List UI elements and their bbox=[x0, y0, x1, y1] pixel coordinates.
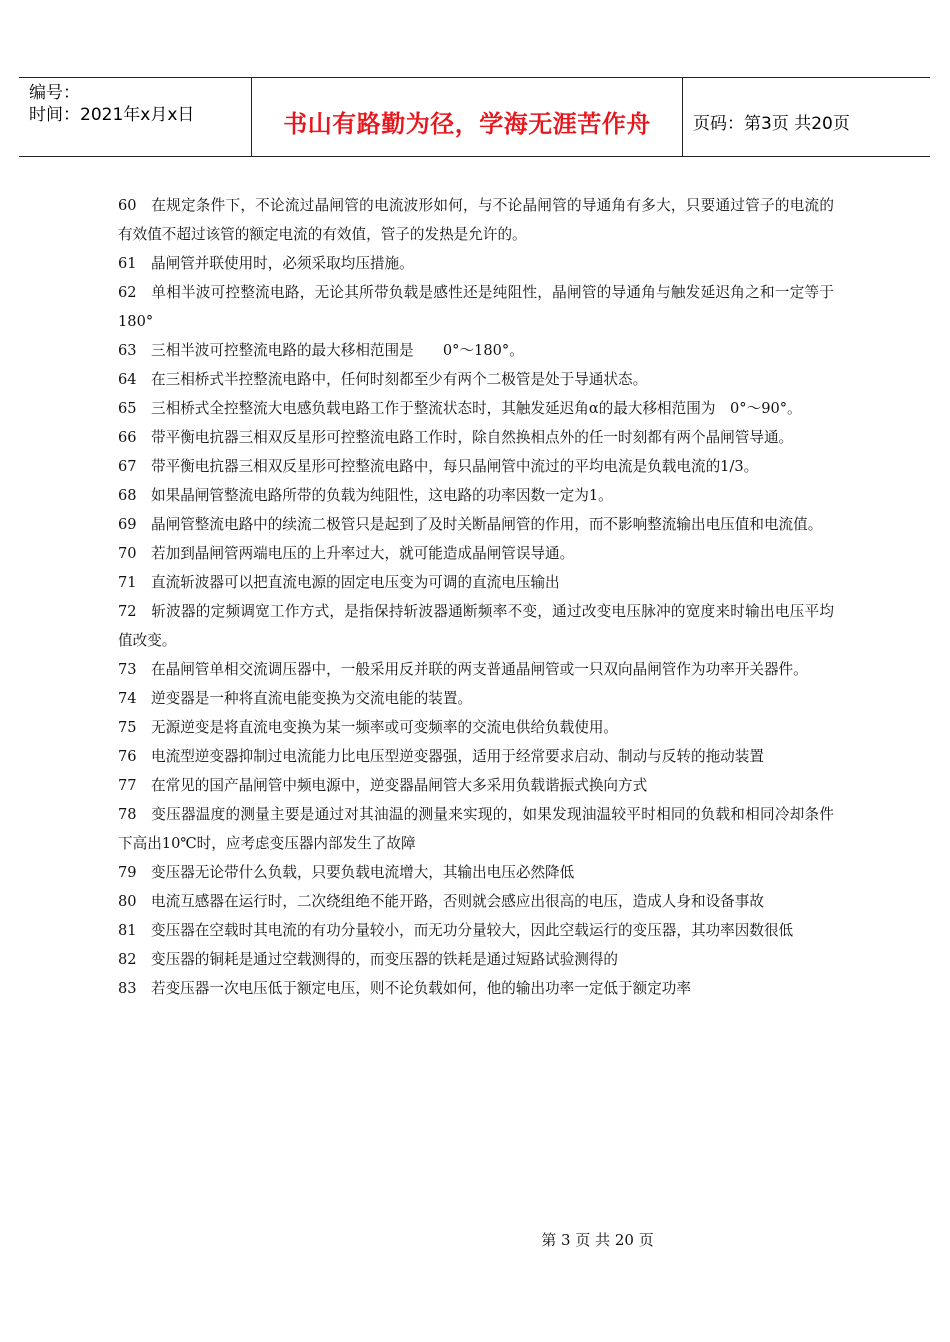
item-number: 61 bbox=[118, 255, 137, 272]
item-text: 斩波器的定频调宽工作方式，是指保持斩波器通断频率不变，通过改变电压脉冲的宽度来时输出电压平均值改变。 bbox=[118, 603, 834, 649]
item-number: 63 bbox=[118, 342, 137, 359]
item-text: 变压器无论带什么负载，只要负载电流增大，其输出电压必然降低 bbox=[151, 864, 575, 881]
item-text: 在晶闸管单相交流调压器中，一般采用反并联的两支普通晶闸管或一只双向晶闸管作为功率开关器件。 bbox=[151, 661, 808, 678]
item-number: 67 bbox=[118, 458, 137, 475]
list-item bbox=[118, 249, 834, 278]
item-number: 60 bbox=[118, 197, 137, 214]
list-item bbox=[118, 713, 834, 742]
item-text: 电流型逆变器抑制过电流能力比电压型逆变器强，适用于经常要求启动、制动与反转的拖动装置 bbox=[151, 748, 764, 765]
item-text: 三相桥式全控整流大电感负载电路工作于整流状态时，其触发延迟角α的最大移相范围为 0°～90°。 bbox=[151, 400, 802, 417]
item-number: 77 bbox=[118, 777, 137, 794]
item-number: 72 bbox=[118, 603, 137, 620]
item-number: 70 bbox=[118, 545, 137, 562]
item-text: 在常见的国产晶闸管中频电源中，逆变器晶闸管大多采用负载谐振式换向方式 bbox=[151, 777, 648, 794]
item-text: 三相半波可控整流电路的最大移相范围是 0°～180°。 bbox=[151, 342, 524, 359]
item-text: 逆变器是一种将直流电能变换为交流电能的装置。 bbox=[151, 690, 473, 707]
document-time: 时间：2021年x月x日 bbox=[29, 105, 195, 125]
item-number: 78 bbox=[118, 806, 137, 823]
item-number: 64 bbox=[118, 371, 137, 388]
list-item bbox=[118, 510, 834, 539]
item-number: 73 bbox=[118, 661, 137, 678]
item-text: 变压器的铜耗是通过空载测得的，而变压器的铁耗是通过短路试验测得的 bbox=[151, 951, 619, 968]
list-item bbox=[118, 278, 834, 336]
item-number: 68 bbox=[118, 487, 137, 504]
item-text: 单相半波可控整流电路，无论其所带负载是感性还是纯阻性，晶闸管的导通角与触发延迟角之和一定等于180° bbox=[118, 284, 834, 330]
list-item bbox=[118, 365, 834, 394]
item-text: 若变压器一次电压低于额定电压，则不论负载如何，他的输出功率一定低于额定功率 bbox=[151, 980, 691, 997]
item-text: 带平衡电抗器三相双反星形可控整流电路工作时，除自然换相点外的任一时刻都有两个晶闸管导通。 bbox=[151, 429, 794, 446]
list-item bbox=[118, 945, 834, 974]
item-number: 75 bbox=[118, 719, 137, 736]
item-text: 晶闸管整流电路中的续流二极管只是起到了及时关断晶闸管的作用，而不影响整流输出电压值和电流值。 bbox=[151, 516, 823, 533]
list-item bbox=[118, 742, 834, 771]
item-number: 74 bbox=[118, 690, 137, 707]
item-number: 62 bbox=[118, 284, 137, 301]
item-number: 81 bbox=[118, 922, 137, 939]
list-item bbox=[118, 858, 834, 887]
item-number: 66 bbox=[118, 429, 137, 446]
header-page-info: 页码：第3页 共20页 bbox=[693, 114, 850, 134]
list-item bbox=[118, 394, 834, 423]
list-item bbox=[118, 974, 834, 1003]
header-divider bbox=[682, 78, 683, 156]
item-text: 无源逆变是将直流电变换为某一频率或可变频率的交流电供给负载使用。 bbox=[151, 719, 619, 736]
list-item bbox=[118, 191, 834, 249]
list-item bbox=[118, 655, 834, 684]
item-number: 65 bbox=[118, 400, 137, 417]
item-text: 变压器温度的测量主要是通过对其油温的测量来实现的，如果发现油温较平时相同的负载和相同冷却条件下高出10℃时，应考虑变压器内部发生了故障 bbox=[118, 806, 834, 852]
item-text: 如果晶闸管整流电路所带的负载为纯阻性，这电路的功率因数一定为1。 bbox=[151, 487, 613, 504]
list-item bbox=[118, 423, 834, 452]
item-number: 83 bbox=[118, 980, 137, 997]
item-text: 晶闸管并联使用时，必须采取均压措施。 bbox=[151, 255, 414, 272]
list-item bbox=[118, 336, 834, 365]
item-text: 变压器在空载时其电流的有功分量较小，而无功分量较大，因此空载运行的变压器，其功率因数很低 bbox=[151, 922, 794, 939]
list-item bbox=[118, 800, 834, 858]
document-number-label: 编号： bbox=[29, 83, 80, 103]
list-item bbox=[118, 539, 834, 568]
item-text: 直流斩波器可以把直流电源的固定电压变为可调的直流电压输出 bbox=[151, 574, 560, 591]
item-text: 若加到晶闸管两端电压的上升率过大，就可能造成晶闸管误导通。 bbox=[151, 545, 575, 562]
item-text: 在规定条件下，不论流过晶闸管的电流波形如何，与不论晶闸管的导通角有多大，只要通过管子的电流的有效值不超过该管的额定电流的有效值，管子的发热是允许的。 bbox=[118, 197, 834, 243]
page-footer: 第 3 页 共 20 页 bbox=[541, 1231, 654, 1249]
header-meta bbox=[29, 82, 194, 126]
item-number: 71 bbox=[118, 574, 137, 591]
item-number: 76 bbox=[118, 748, 137, 765]
item-text: 带平衡电抗器三相双反星形可控整流电路中，每只晶闸管中流过的平均电流是负载电流的1/3。 bbox=[151, 458, 759, 475]
list-item bbox=[118, 916, 834, 945]
question-list bbox=[118, 191, 834, 1003]
item-number: 82 bbox=[118, 951, 137, 968]
list-item bbox=[118, 568, 834, 597]
list-item bbox=[118, 684, 834, 713]
item-text: 电流互感器在运行时，二次绕组绝不能开路，否则就会感应出很高的电压，造成人身和设备事故 bbox=[151, 893, 764, 910]
item-number: 69 bbox=[118, 516, 137, 533]
header-table bbox=[19, 77, 930, 157]
list-item bbox=[118, 481, 834, 510]
item-number: 80 bbox=[118, 893, 137, 910]
header-motto: 书山有路勤为径，学海无涯苦作舟 bbox=[283, 110, 651, 138]
item-number: 79 bbox=[118, 864, 137, 881]
list-item bbox=[118, 452, 834, 481]
item-text: 在三相桥式半控整流电路中，任何时刻都至少有两个二极管是处于导通状态。 bbox=[151, 371, 648, 388]
list-item bbox=[118, 771, 834, 800]
list-item bbox=[118, 887, 834, 916]
list-item bbox=[118, 597, 834, 655]
